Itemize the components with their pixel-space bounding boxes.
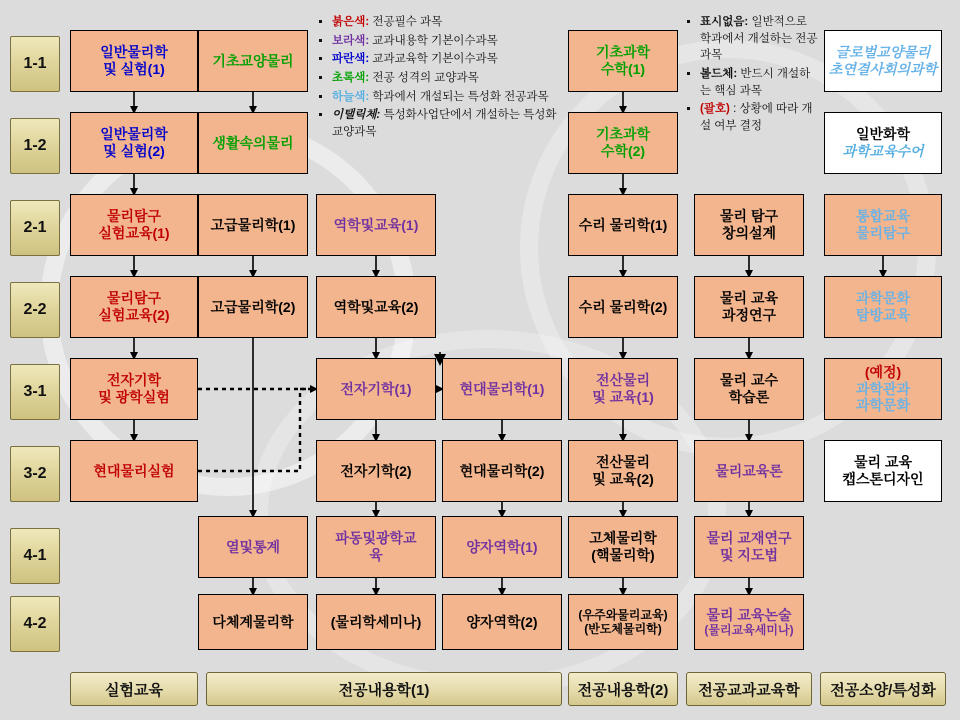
course-label-line: 학습론 (728, 389, 770, 405)
course-box[interactable] (694, 276, 804, 338)
course-box[interactable] (568, 358, 678, 420)
semester-label-3-1: 3-1 (10, 364, 60, 420)
course-label-line: 및 교육(2) (592, 471, 654, 487)
legend-item-desc: : 상황에 따라 개설 여부 결정 (700, 103, 813, 133)
semester-label-3-2: 3-2 (10, 446, 60, 502)
course-label-line: 실험교육(2) (98, 307, 170, 323)
course-box[interactable] (694, 440, 804, 502)
course-label-line: (우주와물리교육) (578, 607, 668, 622)
course-label-line: 역학및교육(2) (333, 298, 419, 315)
category-footer: 전공내용학(1) (206, 672, 562, 706)
course-label-line: 과학교육수어 (842, 143, 924, 159)
legend-item-key: 초록색: (332, 72, 370, 85)
course-box[interactable] (824, 440, 942, 502)
legend-item (700, 66, 818, 99)
legend-item (700, 101, 818, 134)
course-box[interactable] (442, 358, 562, 420)
course-label-line: (예정) (864, 364, 902, 381)
course-label-line: 창의설계 (721, 225, 777, 241)
semester-label-2-1: 2-1 (10, 200, 60, 256)
course-label-line: 및 광학실험 (98, 389, 170, 405)
semester-label-1-1: 1-1 (10, 36, 60, 92)
course-label-line: 물리교육론 (715, 462, 783, 479)
course-box[interactable] (316, 358, 436, 420)
legend-item-key: 이탤릭체: (332, 109, 381, 122)
course-label-line: 수리 물리학(2) (578, 298, 668, 315)
course-box[interactable] (198, 112, 308, 174)
course-label-line: 과학관과 (855, 380, 911, 397)
legend-item-desc: 전공필수 과목 (369, 16, 443, 28)
course-label-line: 일반화학 (855, 126, 911, 143)
course-box[interactable] (70, 276, 198, 338)
course-box[interactable] (568, 30, 678, 92)
course-label-line: 물리탐구 (106, 290, 162, 307)
legend-item-key: 표시없음: (700, 16, 749, 28)
category-footer: 전공교과교육학 (686, 672, 812, 706)
course-label-line: 과학문화 (855, 397, 911, 414)
course-box[interactable] (568, 194, 678, 256)
legend-item (332, 89, 558, 106)
legend-item-key: (괄호) (700, 103, 730, 116)
legend-right (686, 14, 818, 137)
course-box[interactable] (568, 516, 678, 578)
course-label-line: 전산물리 (595, 372, 651, 389)
course-label-line: 물리 교육 (720, 290, 778, 307)
course-box[interactable] (568, 276, 678, 338)
course-label-line: 파동및광학교 (335, 530, 417, 547)
legend-left (318, 14, 558, 143)
course-label-line: (물리교육세미나) (704, 623, 794, 638)
course-label-line: 및 지도법 (720, 547, 778, 563)
course-label-line: 수학(1) (600, 61, 646, 77)
course-box[interactable] (70, 30, 198, 92)
course-label-line: 육 (369, 547, 383, 563)
course-box[interactable] (568, 594, 678, 650)
course-label-line: (물리학세미나) (330, 613, 422, 630)
course-label-line: 고급물리학(2) (210, 298, 296, 315)
course-box[interactable] (824, 112, 942, 174)
course-label-line: 현대물리실험 (93, 462, 175, 479)
legend-item (332, 33, 558, 50)
course-label-line: 기초교양물리 (212, 52, 294, 69)
legend-item-key: 하늘색: (332, 90, 370, 103)
course-box[interactable] (824, 30, 942, 92)
course-box[interactable] (70, 194, 198, 256)
course-label-line: 물리 교육 (854, 454, 912, 471)
course-box[interactable] (316, 594, 436, 650)
course-box[interactable] (568, 112, 678, 174)
course-label-line: 전자기학(1) (340, 380, 412, 397)
course-label-line: 탐방교육 (855, 307, 911, 323)
course-label-line: 물리 교수 (720, 372, 778, 389)
course-label-line: (핵물리학) (591, 547, 655, 563)
course-box[interactable] (694, 516, 804, 578)
legend-item-key: 붉은색: (332, 16, 370, 28)
category-footer: 실험교육 (70, 672, 198, 706)
course-label-line: 일반물리학 (100, 126, 168, 143)
course-box[interactable] (824, 194, 942, 256)
course-label-line: 현대물리학(2) (459, 462, 545, 479)
course-box[interactable] (198, 516, 308, 578)
legend-item-desc: 학과에서 개설되는 특성화 전공과목 (369, 90, 549, 103)
course-box[interactable] (694, 594, 804, 650)
course-label-line: 수학(2) (600, 143, 646, 159)
course-label-line: 물리탐구 (106, 208, 162, 225)
legend-item-desc: 특성화사업단에서 개설하는 특성화 교양과목 (332, 109, 557, 139)
legend-item-desc: 반드시 개설하는 핵심 과목 (700, 68, 811, 97)
course-box[interactable] (198, 276, 308, 338)
category-footer: 전공소양/특성화 (820, 672, 946, 706)
legend-item (700, 14, 818, 64)
course-label-line: 역학및교육(1) (333, 216, 419, 233)
course-label-line: 과정연구 (721, 307, 777, 323)
course-label-line: 현대물리학(1) (459, 380, 545, 397)
course-label-line: 및 실험(1) (103, 61, 165, 77)
course-box[interactable] (70, 112, 198, 174)
course-box[interactable] (824, 276, 942, 338)
course-label-line: 고급물리학(1) (210, 216, 296, 233)
semester-label-2-2: 2-2 (10, 282, 60, 338)
legend-item-key: 볼드체: (700, 68, 738, 81)
legend-item (332, 107, 558, 140)
course-label-line: 전자기학 (106, 372, 162, 389)
course-box[interactable] (316, 194, 436, 256)
course-label-line: 다체계물리학 (212, 613, 294, 630)
legend-item (332, 51, 558, 68)
category-footer: 전공내용학(2) (568, 672, 678, 706)
course-box[interactable] (442, 594, 562, 650)
course-box[interactable] (316, 516, 436, 578)
course-box[interactable] (824, 358, 942, 420)
course-box[interactable] (442, 440, 562, 502)
course-label-line: (반도체물리학) (584, 622, 662, 636)
course-label-line: 양자역학(2) (466, 613, 538, 630)
course-box[interactable] (442, 516, 562, 578)
course-label-line: 전산물리 (595, 454, 651, 471)
course-box[interactable] (70, 358, 198, 420)
legend-item-desc: 교과교육학 기본이수과목 (369, 53, 498, 66)
legend-item-desc: 일반적으로 학과에서 개설하는 전공 과목 (700, 16, 818, 62)
course-label-line: 실험교육(1) (98, 225, 170, 241)
course-label-line: 및 교육(1) (592, 389, 654, 405)
course-label-line: 물리 교재연구 (706, 530, 792, 547)
course-label-line: 일반물리학 (100, 44, 168, 61)
course-box[interactable] (694, 358, 804, 420)
course-box[interactable] (198, 30, 308, 92)
course-box[interactable] (316, 440, 436, 502)
legend-item-key: 보라색: (332, 34, 370, 47)
course-label-line: 및 실험(2) (103, 143, 165, 159)
course-box[interactable] (568, 440, 678, 502)
course-label-line: 글로벌교양물리 (835, 44, 931, 61)
course-label-line: 통합교육 (855, 208, 911, 225)
legend-item-desc: 전공 성격의 교양과목 (369, 72, 479, 85)
course-label-line: 열및통계 (225, 538, 281, 555)
course-label-line: 과학문화 (855, 290, 911, 307)
course-box[interactable] (198, 594, 308, 650)
course-box[interactable] (694, 194, 804, 256)
semester-label-1-2: 1-2 (10, 118, 60, 174)
course-box[interactable] (198, 194, 308, 256)
legend-item (332, 70, 558, 87)
legend-item (332, 14, 558, 31)
course-label-line: 생활속의물리 (212, 134, 294, 151)
course-label-line: 기초과학 (595, 126, 651, 143)
course-label-line: 초연결사회의과학 (828, 61, 938, 77)
course-label-line: 양자역학(1) (466, 538, 538, 555)
course-box[interactable] (70, 440, 198, 502)
course-label-line: 수리 물리학(1) (578, 216, 668, 233)
course-label-line: 전자기학(2) (340, 462, 412, 479)
course-label-line: 고체물리학 (589, 530, 657, 547)
course-label-line: 물리 교육논술 (706, 606, 792, 623)
semester-label-4-1: 4-1 (10, 528, 60, 584)
legend-item-desc: 교과내용학 기본이수과목 (369, 34, 498, 47)
course-label-line: 캡스톤디자인 (842, 471, 924, 487)
course-label-line: 기초과학 (595, 44, 651, 61)
course-label-line: 물리 탐구 (720, 208, 778, 225)
course-label-line: 물리탐구 (855, 225, 911, 241)
course-box[interactable] (316, 276, 436, 338)
semester-label-4-2: 4-2 (10, 596, 60, 652)
legend-item-key: 파란색: (332, 53, 370, 66)
